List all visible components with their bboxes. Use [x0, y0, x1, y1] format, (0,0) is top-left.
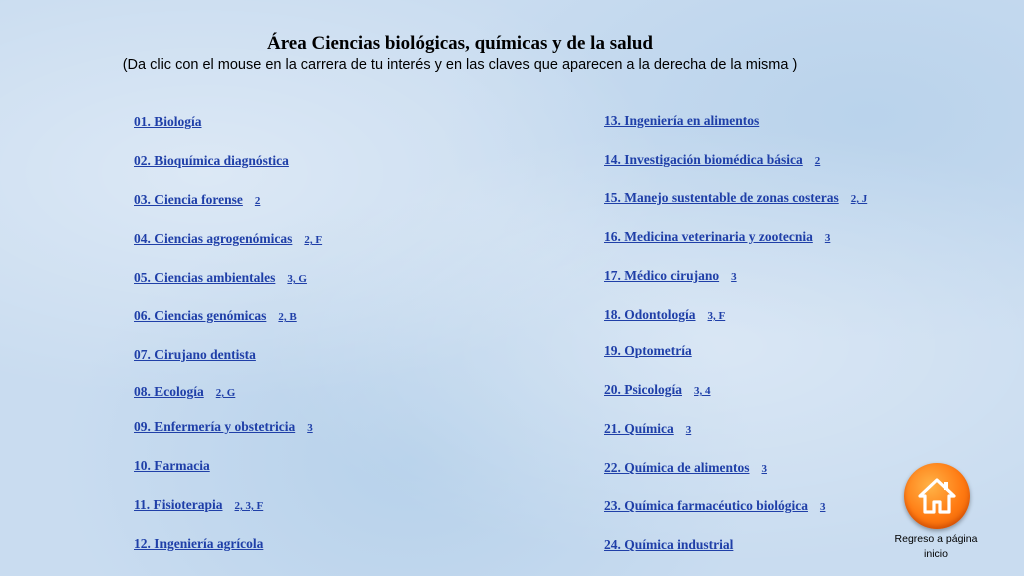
- home-label-line2: inicio: [924, 548, 948, 560]
- career-code-link[interactable]: 3, G: [287, 273, 307, 285]
- career-link[interactable]: 17. Médico cirujano: [604, 268, 720, 283]
- career-item: [134, 308, 297, 324]
- career-item: [134, 384, 235, 400]
- career-item: [134, 231, 322, 247]
- career-item: [604, 537, 733, 553]
- career-code-link[interactable]: 2, 3, F: [234, 500, 264, 512]
- career-link[interactable]: 23. Química farmacéutico biológica: [604, 498, 808, 513]
- career-code-link[interactable]: 3: [824, 232, 831, 244]
- career-code-link[interactable]: 2: [814, 155, 821, 167]
- career-item: [604, 190, 867, 206]
- career-link[interactable]: 10. Farmacia: [134, 458, 210, 473]
- career-code-link[interactable]: 3: [307, 422, 313, 434]
- career-item: [604, 460, 767, 476]
- career-code-link[interactable]: 3: [819, 501, 826, 513]
- career-link[interactable]: 16. Medicina veterinaria y zootecnia: [604, 229, 813, 244]
- career-link[interactable]: 07. Cirujano dentista: [134, 347, 256, 362]
- career-item: [134, 536, 263, 552]
- career-item: [134, 497, 263, 513]
- career-code-link[interactable]: 2, J: [850, 193, 868, 205]
- home-button[interactable]: [904, 463, 970, 529]
- career-item: [604, 421, 691, 437]
- career-link[interactable]: 08. Ecología: [134, 384, 204, 399]
- career-item: [134, 270, 307, 286]
- career-link[interactable]: 04. Ciencias agrogenómicas: [134, 231, 293, 246]
- career-link[interactable]: 05. Ciencias ambientales: [134, 270, 276, 285]
- career-link[interactable]: 09. Enfermería y obstetricia: [134, 419, 296, 434]
- career-code-link[interactable]: 2, B: [278, 311, 297, 323]
- home-label-line1: Regreso a página: [894, 533, 978, 545]
- career-code-link[interactable]: 2, G: [215, 387, 236, 399]
- career-item: [604, 307, 725, 323]
- career-code-link[interactable]: 3, F: [707, 310, 726, 322]
- career-item: [604, 113, 759, 129]
- career-link[interactable]: 18. Odontología: [604, 307, 696, 322]
- career-item: [604, 498, 825, 514]
- career-code-link[interactable]: 3, 4: [694, 385, 711, 397]
- career-item: [134, 114, 202, 130]
- career-code-link[interactable]: 2: [254, 195, 261, 207]
- career-item: [604, 152, 820, 168]
- career-code-link[interactable]: 2, F: [304, 234, 323, 246]
- career-link[interactable]: 15. Manejo sustentable de zonas costeras: [604, 190, 839, 205]
- career-item: [604, 382, 711, 398]
- career-item: [134, 419, 313, 435]
- career-item: [134, 153, 289, 169]
- instructions-text: (Da clic con el mouse en la carrera de tu interés y en las claves que aparecen a la derecha de la misma ): [122, 57, 798, 73]
- career-link[interactable]: 22. Química de alimentos: [604, 460, 750, 475]
- career-link[interactable]: 13. Ingeniería en alimentos: [604, 113, 760, 128]
- career-link[interactable]: 03. Ciencia forense: [134, 192, 243, 207]
- career-item: [134, 458, 210, 474]
- career-code-link[interactable]: 3: [761, 463, 767, 475]
- career-code-link[interactable]: 3: [731, 271, 737, 283]
- home-icon: [917, 476, 957, 516]
- career-code-link[interactable]: 3: [685, 424, 692, 436]
- career-link[interactable]: 14. Investigación biomédica básica: [604, 152, 803, 167]
- career-link[interactable]: 19. Optometría: [604, 343, 692, 358]
- career-link[interactable]: 24. Química industrial: [604, 537, 734, 552]
- career-link[interactable]: 06. Ciencias genómicas: [134, 308, 267, 323]
- career-link[interactable]: 20. Psicología: [604, 382, 682, 397]
- career-link[interactable]: 01. Biología: [134, 114, 202, 129]
- career-item: [134, 347, 256, 363]
- career-link[interactable]: 12. Ingeniería agrícola: [134, 536, 264, 551]
- career-item: [134, 192, 260, 208]
- career-item: [604, 268, 737, 284]
- career-link[interactable]: 02. Bioquímica diagnóstica: [134, 153, 289, 168]
- career-link[interactable]: 11. Fisioterapia: [134, 497, 223, 512]
- page-title: Área Ciencias biológicas, químicas y de la salud: [266, 33, 653, 54]
- home-label: [880, 532, 992, 562]
- career-link[interactable]: 21. Química: [604, 421, 674, 436]
- career-item: [604, 229, 830, 245]
- career-item: [604, 343, 692, 359]
